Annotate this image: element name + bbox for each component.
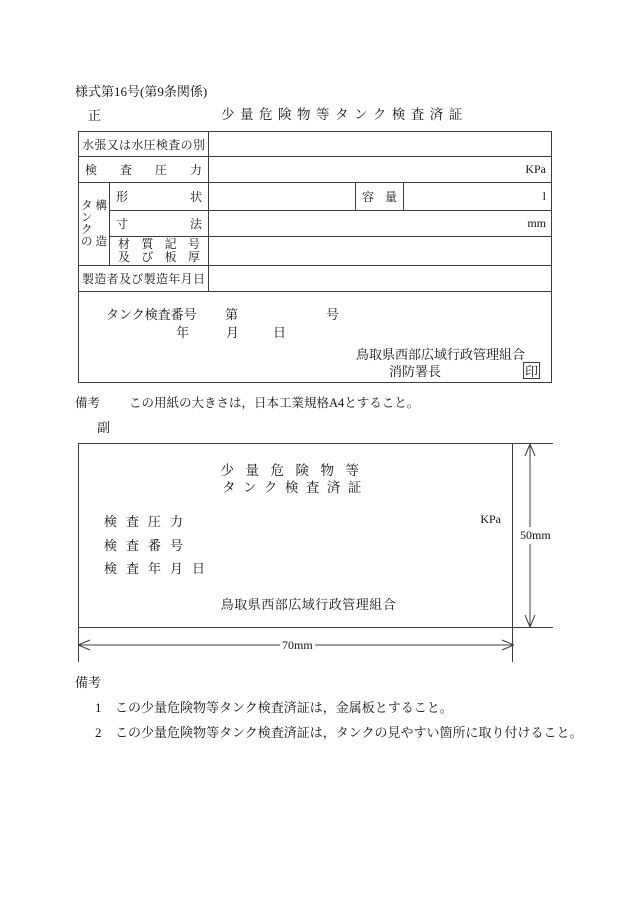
pressure-label: 検 査 圧 力 xyxy=(85,163,202,177)
certificate-footer-row xyxy=(79,292,552,383)
width-dim-label: 70mm xyxy=(282,638,313,652)
inspection-number-label: タンク検査番号 xyxy=(106,307,197,322)
remark-item xyxy=(75,725,615,741)
shape-label: 形 状 xyxy=(116,190,202,204)
dimensions-value xyxy=(209,211,552,237)
shape-value xyxy=(209,183,356,211)
tank-structure-header xyxy=(79,183,110,266)
material-row xyxy=(79,237,552,266)
remark-number: 1 xyxy=(95,700,102,715)
inspection-table xyxy=(78,131,552,383)
plate-title-line2: タンク検査済証 xyxy=(222,480,369,495)
capacity-label: 容 量 xyxy=(362,190,397,204)
manufacturer-label: 製 造 者 及 び 製 造 年 月 日 xyxy=(82,272,205,286)
capacity-unit: l xyxy=(542,189,547,203)
seal-box: 印 xyxy=(525,364,539,379)
manufacturer-row xyxy=(79,266,552,292)
plate-number-label: 検査番号 xyxy=(104,538,193,553)
remark-text: この少量危険物等タンク検査済証は，タンクの見やすい箇所に取り付けること。 xyxy=(115,725,583,740)
form-number: 様式第16号(第9条関係) xyxy=(75,84,208,99)
number-prefix: 第 xyxy=(225,307,239,322)
plate-pressure-unit: KPa xyxy=(480,512,501,526)
dimensions-row xyxy=(79,211,552,237)
number-suffix: 号 xyxy=(326,307,340,322)
original-copy-label: 正 xyxy=(88,108,102,123)
manufacturer-value xyxy=(209,266,552,292)
remark-text: この少量危険物等タンク検査済証は，金属板とすること。 xyxy=(115,700,453,715)
dimensions-unit: mm xyxy=(527,216,547,230)
material-value xyxy=(209,237,552,266)
paper-note-text: この用紙の大きさは，日本工業規格A4とすること。 xyxy=(129,396,420,410)
pressure-unit: KPa xyxy=(525,162,547,176)
plate-organization: 鳥取県西部広域行政管理組合 xyxy=(220,597,397,612)
height-dim-label: 50mm xyxy=(520,528,551,542)
date-month-label: 月 xyxy=(226,325,240,340)
form-title: 少量危険物等タンク検査済証 xyxy=(221,107,468,122)
paper-note-label: 備考 xyxy=(75,396,101,410)
remarks-section xyxy=(75,675,615,741)
date-year-label: 年 xyxy=(176,325,190,340)
dimensions-label: 寸 法 xyxy=(116,217,202,231)
fire-chief-label: 消防署長 xyxy=(389,364,442,379)
water-test-label: 水 張 又 は 水 圧 検 査 の 別 xyxy=(82,137,205,152)
dimension-width xyxy=(78,637,514,653)
remarks-label: 備考 xyxy=(75,675,102,690)
tank-structure-label-col2: 構 造 xyxy=(95,200,107,248)
material-label-line1: 材 質 記 号 xyxy=(118,236,200,251)
plate-date-label: 検査年月日 xyxy=(104,561,215,576)
remark-number: 2 xyxy=(95,725,102,740)
pressure-row xyxy=(79,157,552,183)
pressure-value xyxy=(209,157,552,183)
tank-structure-label-col1: タ ン ク の xyxy=(81,200,93,248)
paper-size-note xyxy=(75,393,419,411)
certificate-plate xyxy=(78,443,513,628)
remark-item xyxy=(75,700,615,716)
plate-pressure-label: 検査圧力 xyxy=(104,514,193,529)
date-day-label: 日 xyxy=(273,325,287,340)
dimension-height xyxy=(512,443,551,628)
duplicate-copy-label: 副 xyxy=(97,420,111,435)
water-test-row xyxy=(79,132,552,157)
shape-row xyxy=(79,183,552,211)
material-label-line2: 及 び 板 厚 xyxy=(118,250,200,264)
plate-title-line1: 少量危険物等 xyxy=(220,463,371,478)
organization-name: 鳥取県西部広域行政管理組合 xyxy=(356,347,526,362)
capacity-value xyxy=(404,183,552,211)
water-test-value xyxy=(209,132,552,157)
